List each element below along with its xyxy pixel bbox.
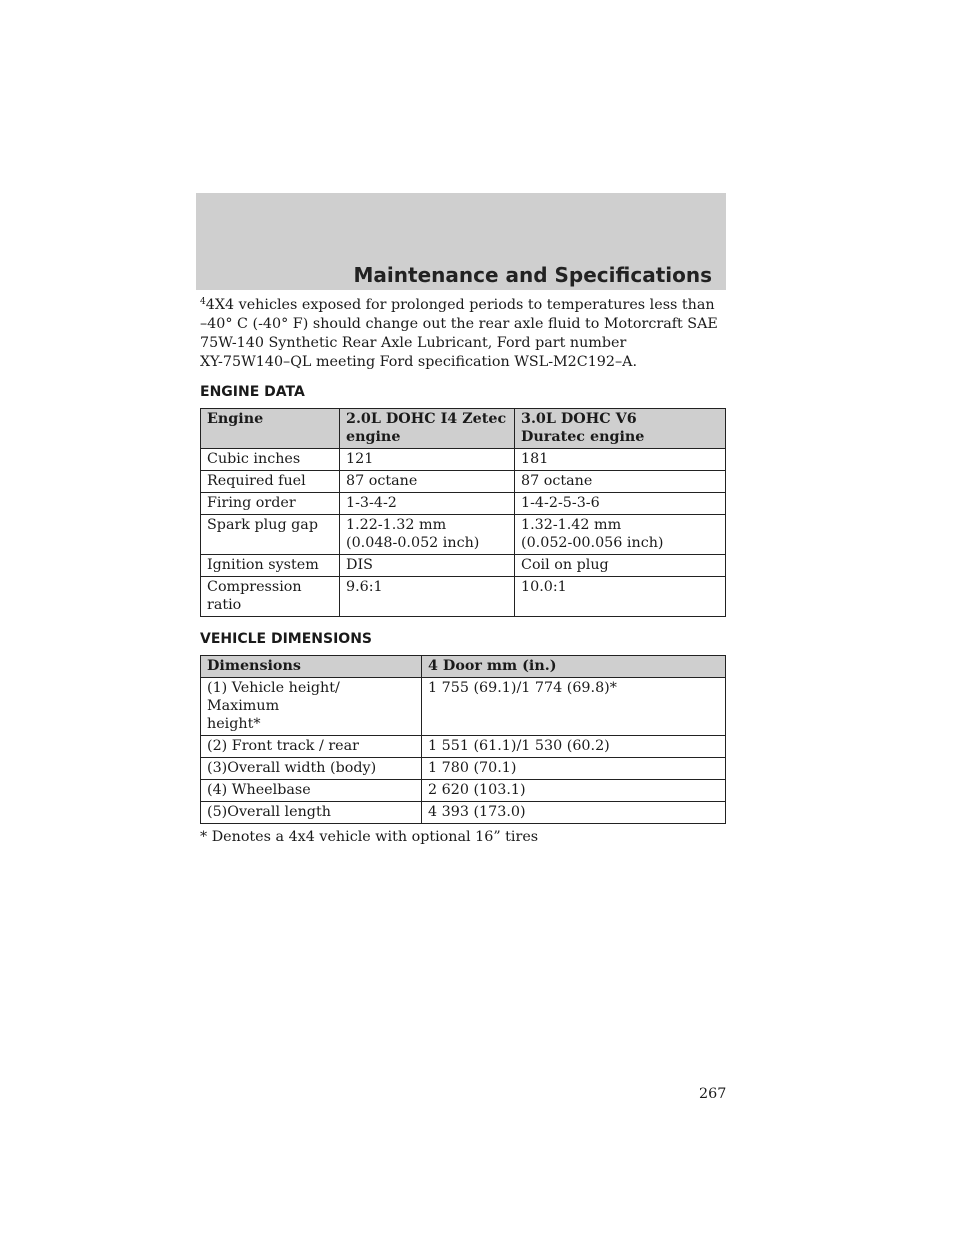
table-row (201, 758, 726, 780)
vehicle-dimensions-heading: VEHICLE DIMENSIONS (200, 631, 372, 647)
dimensions-footnote: * Denotes a 4x4 vehicle with optional 16” tires (200, 829, 539, 845)
table-cell: 1 551 (61.1)/1 530 (60.2) (422, 736, 726, 758)
vehicle-dimensions-table (200, 655, 726, 824)
note-line: –40° C (-40° F) should change out the rear axle fluid to Motorcraft SAE (200, 316, 718, 332)
table-cell: 87 octane (340, 471, 515, 493)
column-header: 3.0L DOHC V6 Duratec engine (515, 409, 726, 449)
table-row (201, 515, 726, 555)
table-cell: 181 (515, 449, 726, 471)
note-line: XY-75W140–QL meeting Ford specification WSL-M2C192–A. (200, 354, 638, 370)
table-header-row (201, 409, 726, 449)
section-title: Maintenance and Specifications (353, 263, 712, 287)
note-line: 4X4 vehicles exposed for prolonged periods to temperatures less than (205, 297, 715, 313)
table-cell: 10.0:1 (515, 577, 726, 617)
table-row (201, 471, 726, 493)
table-cell: 87 octane (515, 471, 726, 493)
column-header: 4 Door mm (in.) (422, 656, 726, 678)
table-row (201, 802, 726, 824)
engine-data-table (200, 408, 726, 617)
table-cell: 2 620 (103.1) (422, 780, 726, 802)
table-cell: 1.32-1.42 mm (0.052-00.056 inch) (515, 515, 726, 555)
table-cell: Cubic inches (201, 449, 340, 471)
table-row (201, 736, 726, 758)
note-line: 75W-140 Synthetic Rear Axle Lubricant, Ford part number (200, 335, 627, 351)
table-cell: Spark plug gap (201, 515, 340, 555)
column-header: 2.0L DOHC I4 Zetec engine (340, 409, 515, 449)
table-row (201, 555, 726, 577)
table-cell: (1) Vehicle height/ Maximum height* (201, 678, 422, 736)
column-header: Dimensions (201, 656, 422, 678)
table-cell: (5)Overall length (201, 802, 422, 824)
table-cell: (2) Front track / rear (201, 736, 422, 758)
table-cell: 1 780 (70.1) (422, 758, 726, 780)
page-content (200, 296, 726, 847)
table-cell: 1.22-1.32 mm (0.048-0.052 inch) (340, 515, 515, 555)
table-row (201, 493, 726, 515)
table-row (201, 577, 726, 617)
table-cell: 9.6:1 (340, 577, 515, 617)
table-row (201, 449, 726, 471)
table-cell: DIS (340, 555, 515, 577)
table-cell: 4 393 (173.0) (422, 802, 726, 824)
table-cell: Required fuel (201, 471, 340, 493)
table-cell: Compression ratio (201, 577, 340, 617)
table-cell: 121 (340, 449, 515, 471)
axle-fluid-note (200, 296, 726, 372)
column-header: Engine (201, 409, 340, 449)
table-row (201, 780, 726, 802)
table-cell: (4) Wheelbase (201, 780, 422, 802)
table-header-row (201, 656, 726, 678)
engine-data-heading: ENGINE DATA (200, 384, 305, 400)
page-number: 267 (699, 1086, 727, 1102)
table-cell: 1 755 (69.1)/1 774 (69.8)* (422, 678, 726, 736)
table-cell: (3)Overall width (body) (201, 758, 422, 780)
table-cell: Coil on plug (515, 555, 726, 577)
table-cell: Firing order (201, 493, 340, 515)
section-header-band (196, 193, 726, 290)
table-cell: 1-3-4-2 (340, 493, 515, 515)
footnote-marker: 4 (200, 297, 206, 307)
table-cell: 1-4-2-5-3-6 (515, 493, 726, 515)
table-cell: Ignition system (201, 555, 340, 577)
table-row (201, 678, 726, 736)
